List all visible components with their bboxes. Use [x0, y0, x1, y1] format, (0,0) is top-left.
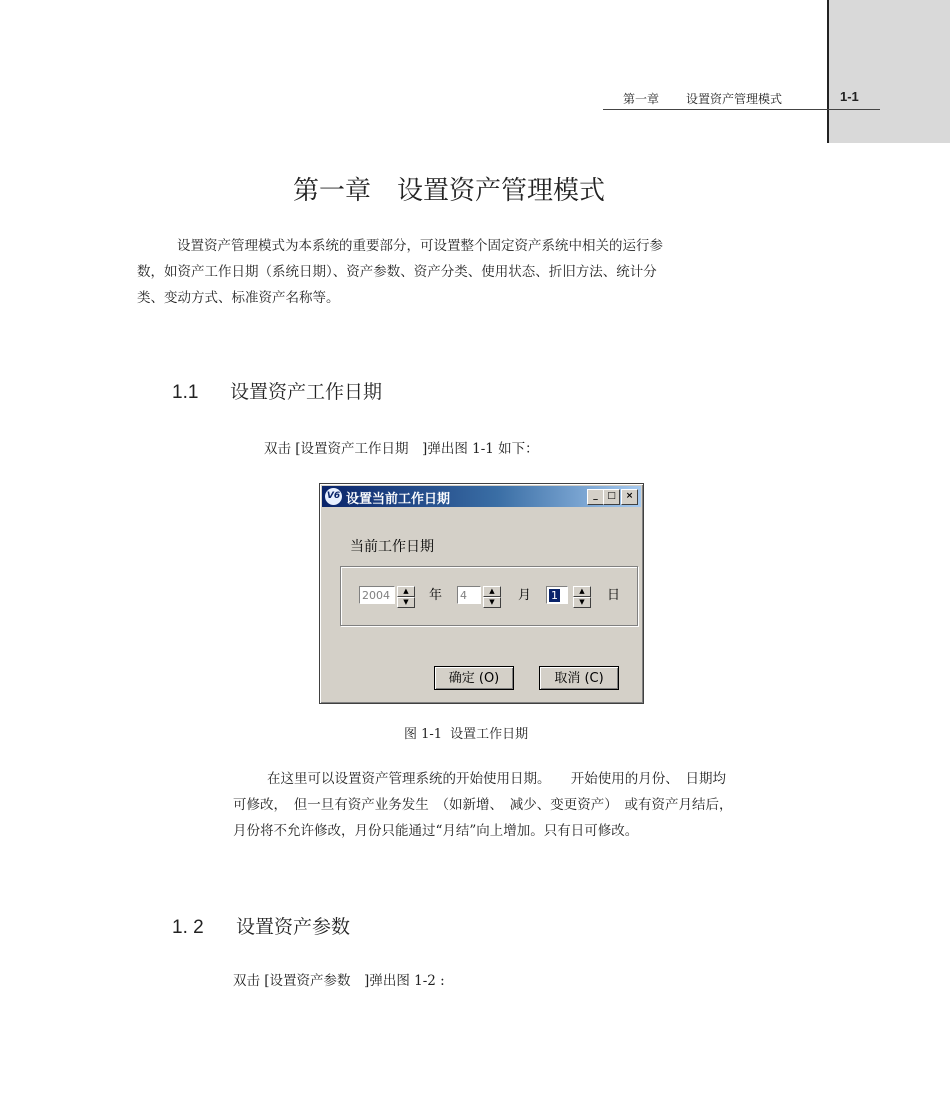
cancel-button[interactable]: 取消 (C) — [539, 666, 619, 690]
ok-button[interactable]: 确定 (O) — [434, 666, 514, 690]
day-unit-label: 日 — [607, 588, 621, 603]
header-tab-divider — [827, 0, 829, 143]
spin-up-icon[interactable]: ▲ — [483, 586, 501, 597]
figure-caption-text: 设置工作日期 — [450, 727, 529, 742]
app-logo-icon: V6 — [325, 488, 342, 505]
running-header-title: 设置资产管理模式 — [686, 92, 783, 106]
paragraph-line: 月份将不允许修改，月份只能通过“月结”向上增加。只有日可修改。 — [233, 823, 639, 839]
header-rule — [603, 109, 880, 110]
spin-down-icon[interactable]: ▼ — [397, 597, 415, 608]
year-input[interactable]: 2004 — [359, 586, 395, 604]
section-1-2-intro: 双击 [设置资产参数 ]弹出图 1-2 : — [233, 973, 445, 989]
paragraph-line: 在这里可以设置资产管理系统的开始使用日期。 开始使用的月份、 日期均 — [267, 771, 726, 787]
month-unit-label: 月 — [518, 588, 532, 603]
month-spinner[interactable] — [483, 586, 501, 606]
intro-line: 设置资产管理模式为本系统的重要部分，可设置整个固定资产系统中相关的运行参 — [177, 238, 663, 254]
month-input[interactable]: 4 — [457, 586, 481, 604]
year-spinner[interactable] — [397, 586, 415, 606]
section-1-2-heading — [172, 912, 350, 939]
figure-caption — [404, 723, 528, 742]
section-title: 设置资产参数 — [236, 916, 351, 938]
paragraph-line: 可修改， 但一旦有资产业务发生 （如新增、 减少、变更资产） 或有资产月结后， — [233, 797, 733, 813]
minimize-button[interactable]: _ — [587, 489, 604, 505]
chapter-title: 设置资产管理模式 — [397, 176, 606, 206]
intro-paragraph — [137, 233, 777, 311]
current-date-label: 当前工作日期 — [350, 539, 434, 555]
intro-line: 数，如资产工作日期（系统日期）、资产参数、资产分类、使用状态、折旧方法、统计分 — [137, 264, 657, 280]
dialog-title: 设置当前工作日期 — [346, 492, 451, 507]
date-group-box — [340, 566, 638, 626]
page-number: 1-1 — [840, 89, 859, 104]
maximize-button[interactable]: □ — [603, 489, 620, 505]
figure-label: 图 1-1 — [404, 727, 443, 742]
spin-up-icon[interactable]: ▲ — [397, 586, 415, 597]
day-input[interactable] — [546, 586, 568, 604]
set-work-date-dialog — [319, 483, 644, 704]
header-tab-shade — [828, 0, 950, 143]
year-unit-label: 年 — [429, 588, 443, 603]
intro-line: 类、变动方式、标准资产名称等。 — [137, 290, 340, 306]
section-1-1-heading — [172, 377, 382, 404]
spin-up-icon[interactable]: ▲ — [573, 586, 591, 597]
section-number: 1.1 — [172, 382, 199, 403]
day-input-selection: 1 — [551, 589, 558, 602]
spin-down-icon[interactable]: ▼ — [573, 597, 591, 608]
running-header-chapter: 第一章 — [623, 92, 660, 106]
section-number: 1. 2 — [172, 917, 204, 938]
spin-down-icon[interactable]: ▼ — [483, 597, 501, 608]
date-explanation-paragraph — [233, 766, 853, 844]
section-1-1-intro: 双击 [设置资产工作日期 ]弹出图 1-1 如下： — [264, 441, 539, 457]
close-button[interactable]: × — [621, 489, 638, 505]
dialog-titlebar[interactable] — [322, 486, 641, 507]
section-title: 设置资产工作日期 — [230, 381, 383, 403]
chapter-heading — [293, 170, 605, 207]
chapter-number: 第一章 — [293, 176, 372, 206]
day-spinner[interactable] — [573, 586, 591, 606]
